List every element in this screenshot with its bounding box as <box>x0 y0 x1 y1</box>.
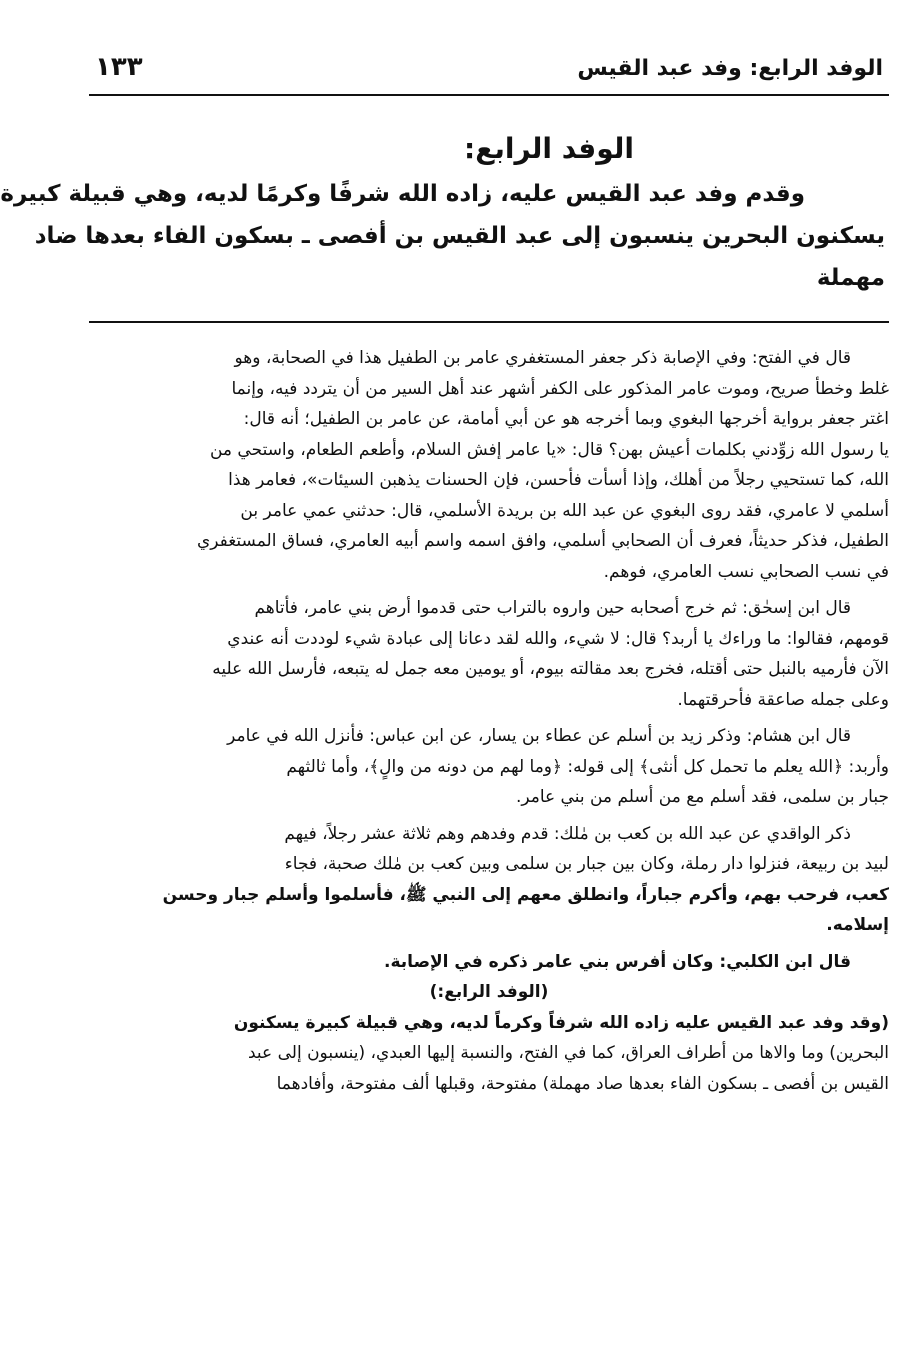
main-text <box>0 173 889 299</box>
commentary-line: قال ابن هشام: وذكر زيد بن أسلم عن عطاء بن يسار، عن ابن عباس: فأنزل الله في عامر <box>227 726 851 746</box>
commentary-line: قال في الفتح: وفي الإصابة ذكر جعفر المستغفري عامر بن الطفيل هذا في الصحابة، وهو <box>234 348 851 368</box>
main-text-line: وقدم وفد عبد القيس عليه، زاده الله شرفًا وكرمًا لديه، وهي قبيلة كبيرة <box>0 181 805 207</box>
commentary-line: قومهم، فقالوا: ما وراءك يا أربد؟ قال: لا شيء، والله لقد دعانا إلى عبادة شيء لوددت أنه عندي <box>227 628 889 649</box>
section-title: الوفد الرابع: <box>464 132 634 165</box>
commentary <box>89 343 889 1099</box>
page-number: ١٣٣ <box>95 52 143 82</box>
commentary-line: غلط وخطأ صريح، وموت عامر المذكور على الكفر أشهر عند أهل السير من أن يتردد فيه، وإنما <box>231 378 889 399</box>
commentary-line: البحرين) وما والاها من أطراف العراق، كما في الفتح، والنسبة إليها العبدي، (ينسبون إلى عبد <box>248 1043 889 1063</box>
commentary-paragraph <box>89 947 889 1100</box>
commentary-line: إسلامه. <box>826 915 889 935</box>
commentary-line: (وقد وفد عبد القيس عليه زاده الله شرفاً وكرماً لديه، وهي قبيلة كبيرة يسكنون <box>233 1012 889 1033</box>
commentary-subtitle: (الوفد الرابع:) <box>429 982 549 1002</box>
commentary-line: يا رسول الله زوِّدني بكلمات أعيش بهن؟ قال: «يا عامر إفش السلام، وأطعم الطعام، واستحي من <box>209 439 889 460</box>
book-page <box>0 52 889 1105</box>
commentary-line: قال ابن الكلبي: وكان أفرس بني عامر ذكره في الإصابة. <box>384 951 851 972</box>
commentary-line: ذكر الواقدي عن عبد الله بن كعب بن مٰلك: قدم وفدهم وهم ثلاثة عشر رجلاً، فيهم <box>284 823 851 844</box>
main-text-line-with-dots <box>93 257 885 299</box>
commentary-paragraph <box>89 593 889 715</box>
commentary-line: القيس بن أفصى ـ بسكون الفاء بعدها صاد مهملة) مفتوحة، وقبلها ألف مفتوحة، وأفادهما <box>276 1073 889 1094</box>
commentary-paragraph <box>89 819 889 941</box>
commentary-line: الآن فأرميه بالنبل حتى أقتله، فخرج بعد مقالته بيوم، أو يومين معه جمل له يتبعه، فأرسل الله عليه <box>212 659 889 679</box>
commentary-line: جبار بن سلمى، فقد أسلم مع من أسلم من بني عامر. <box>515 787 889 807</box>
commentary-line: وعلى جمله صاعقة فأحرقتهما. <box>677 689 889 710</box>
commentary-line: الطفيل، فذكر حديثاً، فعرف أن الصحابي أسلمي، وافق اسمه واسم أبيه العامري، فساق المستغفري <box>196 531 889 551</box>
commentary-paragraph <box>89 721 889 813</box>
commentary-line: وأربد: ﴿الله يعلم ما تحمل كل أنثى﴾ إلى قوله: ﴿وما لهم من دونه من والٍ﴾، وأما ثالثهم <box>286 756 889 777</box>
footnote-rule <box>89 321 889 323</box>
main-text-line: يسكنون البحرين ينسبون إلى عبد القيس بن أفصى ـ بسكون الفاء بعدها ضاد <box>34 223 885 249</box>
commentary-line: اغتر جعفر برواية أخرجها البغوي وبما أخرجه هو عن أبي أمامة، عن عامر بن الطفيل؛ أنه قال: <box>243 409 889 429</box>
commentary-line: أسلمي لا عامري، فقد روى البغوي عن عبد الله بن بريدة الأسلمي، قال: حدثني عمي عامر بن <box>240 500 889 521</box>
commentary-line: كعب، فرحب بهم، وأكرم جباراً، وانطلق معهم إلى النبي ﷺ، فأسلموا وأسلم جبار وحسن <box>162 884 889 905</box>
commentary-paragraph <box>89 343 889 587</box>
running-title: الوفد الرابع: وفد عبد القيس <box>577 56 883 81</box>
commentary-line: الله، كما تستحيي رجلاً من أهلك، وإذا أسأت فأحسن، فإن الحسنات يذهبن السيئات»، فعامر هذا <box>228 470 889 490</box>
running-header <box>89 52 889 96</box>
commentary-line: في نسب الصحابي نسب العامري، فوهم. <box>603 561 889 582</box>
commentary-line: قال ابن إسحٰق: ثم خرج أصحابه حين واروه بالتراب حتى قدموا أرض بني عامر، فأتاهم <box>254 598 851 618</box>
commentary-line: لبيد بن ربيعة، فنزلوا دار رملة، وكان بين جبار بن سلمى وبين كعب بن مٰلك صحبة، فجاء <box>284 854 889 874</box>
main-text-line: مهملة <box>816 265 885 291</box>
